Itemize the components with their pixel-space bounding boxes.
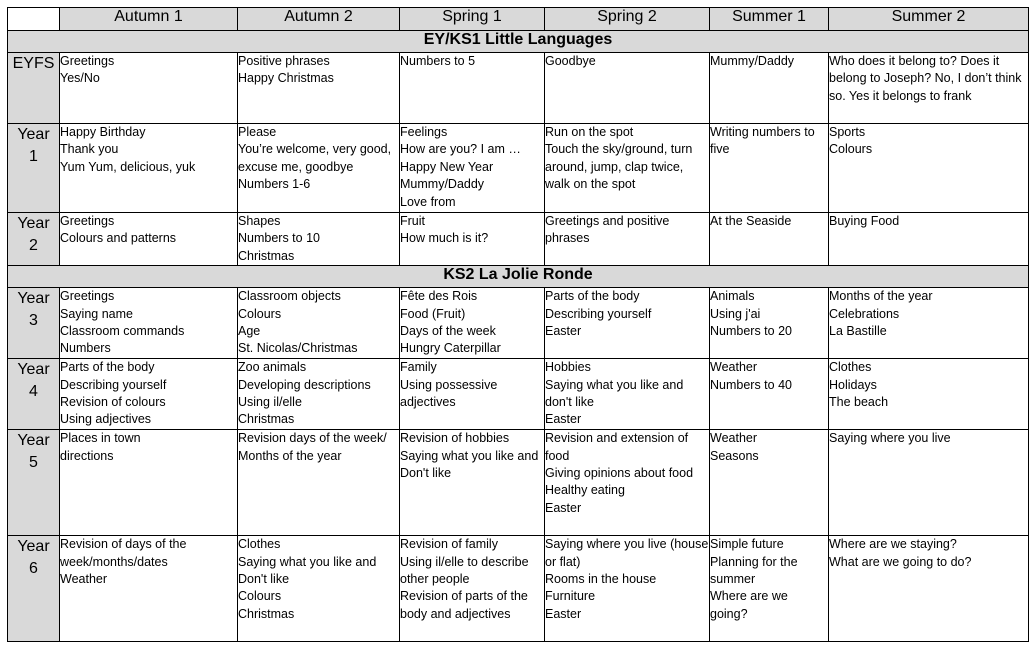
term-header: Spring 1 <box>400 8 545 31</box>
topic-cell <box>710 288 829 359</box>
topic-line: Developing descriptions <box>238 377 371 392</box>
topic-line: La Bastille <box>829 324 887 339</box>
topic-line: Using possessive adjectives <box>400 377 498 410</box>
topic-line: Numbers to 5 <box>400 54 476 68</box>
topic-line: Easter <box>545 412 582 427</box>
topic-cell <box>400 536 545 642</box>
topic-line: Revision days of the week/ <box>238 431 387 446</box>
section-title: KS2 La Jolie Ronde <box>8 266 1029 288</box>
year-row <box>8 288 1029 359</box>
topic-line: Age <box>238 324 261 339</box>
topic-line: Numbers to 20 <box>710 324 792 339</box>
topic-line: Places in town <box>60 431 141 446</box>
topic-line: Saying name <box>60 306 133 321</box>
section-row <box>8 266 1029 288</box>
topic-cell <box>829 430 1029 536</box>
topic-line: You’re welcome, very good, excuse me, goodbye <box>238 142 392 174</box>
topic-line: Revision of parts of the body and adjectives <box>400 589 528 621</box>
topic-line: Parts of the body <box>545 289 640 304</box>
year-label-line: 2 <box>29 237 38 254</box>
topic-line: Numbers to 10 <box>238 231 320 246</box>
year-label <box>8 213 60 266</box>
topic-line: Months of the year <box>238 448 342 463</box>
topic-cell <box>829 536 1029 642</box>
topic-line: The beach <box>829 395 889 410</box>
topic-line: At the Seaside <box>710 214 792 228</box>
topic-cell <box>545 430 710 536</box>
topic-line: Easter <box>545 500 582 515</box>
topic-line: Revision of days of the week/months/dates <box>60 537 187 569</box>
topic-cell <box>545 124 710 213</box>
topic-line: Family <box>400 360 437 375</box>
topic-cell <box>710 53 829 124</box>
topic-cell <box>710 124 829 213</box>
topic-line: Using il/elle <box>238 395 302 410</box>
topic-cell <box>238 359 400 430</box>
topic-line: Fruit <box>400 214 425 228</box>
year-label <box>8 359 60 430</box>
section-row <box>8 31 1029 53</box>
year-row <box>8 359 1029 430</box>
topic-line: St. Nicolas/Christmas <box>238 341 358 356</box>
year-label-line: 3 <box>29 312 38 330</box>
year-label <box>8 288 60 359</box>
topic-line: Positive phrases <box>238 54 330 68</box>
topic-line: Revision of hobbies <box>400 431 510 446</box>
topic-line: Saying what you like and <box>400 448 539 463</box>
topic-line: Clothes <box>238 537 281 552</box>
topic-line: Planning for the summer <box>710 554 798 587</box>
topic-cell <box>60 124 238 213</box>
topic-line: Weather <box>60 572 108 587</box>
year-label-line: Year <box>17 215 50 232</box>
topic-cell <box>545 288 710 359</box>
topic-cell <box>60 359 238 430</box>
topic-line: Happy Christmas <box>238 71 334 86</box>
table-body <box>8 31 1029 642</box>
topic-line: Seasons <box>710 448 759 463</box>
topic-line: Food (Fruit) <box>400 306 466 321</box>
year-row <box>8 53 1029 124</box>
topic-line: Easter <box>545 324 582 339</box>
topic-cell <box>400 359 545 430</box>
topic-cell <box>238 288 400 359</box>
topic-line: Classroom commands <box>60 324 185 339</box>
topic-line: Where are we going? <box>710 589 788 621</box>
topic-cell <box>60 536 238 642</box>
topic-cell <box>545 536 710 642</box>
year-label-line: 1 <box>29 148 38 165</box>
topic-line: Saying what you like and don't like <box>545 377 684 410</box>
topic-line: Mummy/Daddy <box>710 54 795 68</box>
topic-line: Colours <box>829 142 873 157</box>
topic-line: Shapes <box>238 214 281 228</box>
topic-cell <box>710 359 829 430</box>
topic-line: Happy Birthday <box>60 125 146 139</box>
topic-cell <box>545 53 710 124</box>
topic-line: Saying where you live (house or flat) <box>545 537 709 569</box>
topic-cell <box>400 288 545 359</box>
year-label-line: EYFS <box>12 55 55 72</box>
topic-cell <box>238 536 400 642</box>
topic-line: Touch the sky/ground, turn around, jump, clap twice, walk on the spot <box>545 142 693 192</box>
term-header: Spring 2 <box>545 8 710 31</box>
year-label-line: 4 <box>29 383 38 401</box>
topic-line: Numbers <box>60 341 111 356</box>
year-label-line: Year <box>17 432 50 450</box>
section-title: EY/KS1 Little Languages <box>8 31 1029 53</box>
topic-line: Please <box>238 125 277 139</box>
topic-line: Yes/No <box>60 71 100 86</box>
year-label <box>8 53 60 124</box>
topic-line: directions <box>60 448 114 463</box>
year-label-line: Year <box>17 126 50 143</box>
topic-line: Christmas <box>238 412 295 427</box>
topic-line: Zoo animals <box>238 360 307 375</box>
topic-line: Don't like <box>400 466 452 481</box>
year-row <box>8 213 1029 266</box>
topic-cell <box>710 430 829 536</box>
topic-line: Easter <box>545 606 582 621</box>
topic-cell <box>710 213 829 266</box>
topic-line: Describing yourself <box>545 306 652 321</box>
header-corner-cell <box>8 8 60 31</box>
topic-cell <box>60 430 238 536</box>
topic-line: Holidays <box>829 377 877 392</box>
year-label <box>8 536 60 642</box>
topic-line: Classroom objects <box>238 289 341 304</box>
topic-line: Goodbye <box>545 54 596 68</box>
topic-cell <box>829 53 1029 124</box>
topic-line: Christmas <box>238 248 295 263</box>
topic-line: Greetings <box>60 54 115 68</box>
topic-line: Hungry Caterpillar <box>400 341 501 356</box>
topic-cell <box>60 53 238 124</box>
topic-cell <box>545 359 710 430</box>
topic-line: Healthy eating <box>545 483 625 498</box>
topic-line: Using il/elle to describe other people <box>400 554 529 587</box>
term-header: Summer 1 <box>710 8 829 31</box>
topic-line: Days of the week <box>400 324 496 339</box>
topic-line: Yum Yum, delicious, yuk <box>60 159 196 174</box>
topic-line: Colours and patterns <box>60 231 177 246</box>
topic-line: Celebrations <box>829 306 900 321</box>
year-label-line: Year <box>17 290 50 308</box>
topic-line: Saying where you live <box>829 431 951 446</box>
topic-line: Love from <box>400 194 456 209</box>
topic-line: Furniture <box>545 589 596 604</box>
topic-line: Animals <box>710 289 755 304</box>
topic-cell <box>829 124 1029 213</box>
topic-cell <box>400 213 545 266</box>
year-label <box>8 124 60 213</box>
topic-line: Rooms in the house <box>545 572 657 587</box>
topic-cell <box>60 288 238 359</box>
topic-cell <box>238 430 400 536</box>
topic-cell <box>60 213 238 266</box>
year-label-line: 5 <box>29 454 38 472</box>
topic-cell <box>400 124 545 213</box>
topic-line: Numbers 1-6 <box>238 177 311 192</box>
topic-line: Saying what you like and Don't like <box>238 554 377 587</box>
topic-cell <box>829 213 1029 266</box>
topic-line: Sports <box>829 125 866 139</box>
topic-line: Greetings <box>60 289 115 304</box>
topic-cell <box>400 53 545 124</box>
curriculum-table <box>7 7 1029 642</box>
topic-line: Numbers to 40 <box>710 377 792 392</box>
year-label-line: Year <box>17 361 50 379</box>
topic-cell <box>238 53 400 124</box>
topic-line: Simple future <box>710 537 784 552</box>
topic-line: Colours <box>238 306 282 321</box>
topic-line: Mummy/Daddy <box>400 177 485 192</box>
term-header: Summer 2 <box>829 8 1029 31</box>
term-header: Autumn 1 <box>60 8 238 31</box>
topic-line: What are we going to do? <box>829 554 972 569</box>
topic-line: Happy New Year <box>400 159 494 174</box>
topic-line: Months of the year <box>829 289 933 304</box>
topic-line: How are you? I am … <box>400 142 521 157</box>
topic-cell <box>829 288 1029 359</box>
topic-cell <box>238 213 400 266</box>
topic-line: How much is it? <box>400 231 489 246</box>
topic-line: Revision of family <box>400 537 498 552</box>
topic-line: Hobbies <box>545 360 591 375</box>
topic-cell <box>238 124 400 213</box>
topic-line: Run on the spot <box>545 125 634 139</box>
year-label-line: 6 <box>29 560 38 578</box>
term-header: Autumn 2 <box>238 8 400 31</box>
year-row <box>8 430 1029 536</box>
topic-line: Buying Food <box>829 214 900 228</box>
topic-line: Using j'ai <box>710 306 761 321</box>
year-row <box>8 536 1029 642</box>
term-header-row <box>8 8 1029 31</box>
topic-line: Revision and extension of food <box>545 431 689 463</box>
topic-cell <box>710 536 829 642</box>
topic-line: Where are we staying? <box>829 537 957 552</box>
topic-line: Revision of colours <box>60 395 166 410</box>
topic-line: Parts of the body <box>60 360 155 375</box>
topic-line: Colours <box>238 589 282 604</box>
topic-line: Christmas <box>238 606 295 621</box>
topic-line: Thank you <box>60 142 119 157</box>
topic-line: Clothes <box>829 360 872 375</box>
topic-cell <box>829 359 1029 430</box>
topic-line: Weather <box>710 360 758 375</box>
topic-line: Giving opinions about food <box>545 466 694 481</box>
year-label-line: Year <box>17 538 50 556</box>
year-label <box>8 430 60 536</box>
topic-line: Greetings and positive phrases <box>545 214 670 246</box>
topic-line: Describing yourself <box>60 377 167 392</box>
topic-line: Feelings <box>400 125 448 139</box>
topic-line: Weather <box>710 431 758 446</box>
topic-line: Using adjectives <box>60 412 152 427</box>
topic-line: Who does it belong to? Does it belong to Joseph? No, I don’t think so. Yes it belongs to frank <box>829 54 1022 103</box>
topic-cell <box>545 213 710 266</box>
topic-cell <box>400 430 545 536</box>
topic-line: Writing numbers to five <box>710 125 815 157</box>
year-row <box>8 124 1029 213</box>
topic-line: Greetings <box>60 214 115 228</box>
topic-line: Fête des Rois <box>400 289 478 304</box>
